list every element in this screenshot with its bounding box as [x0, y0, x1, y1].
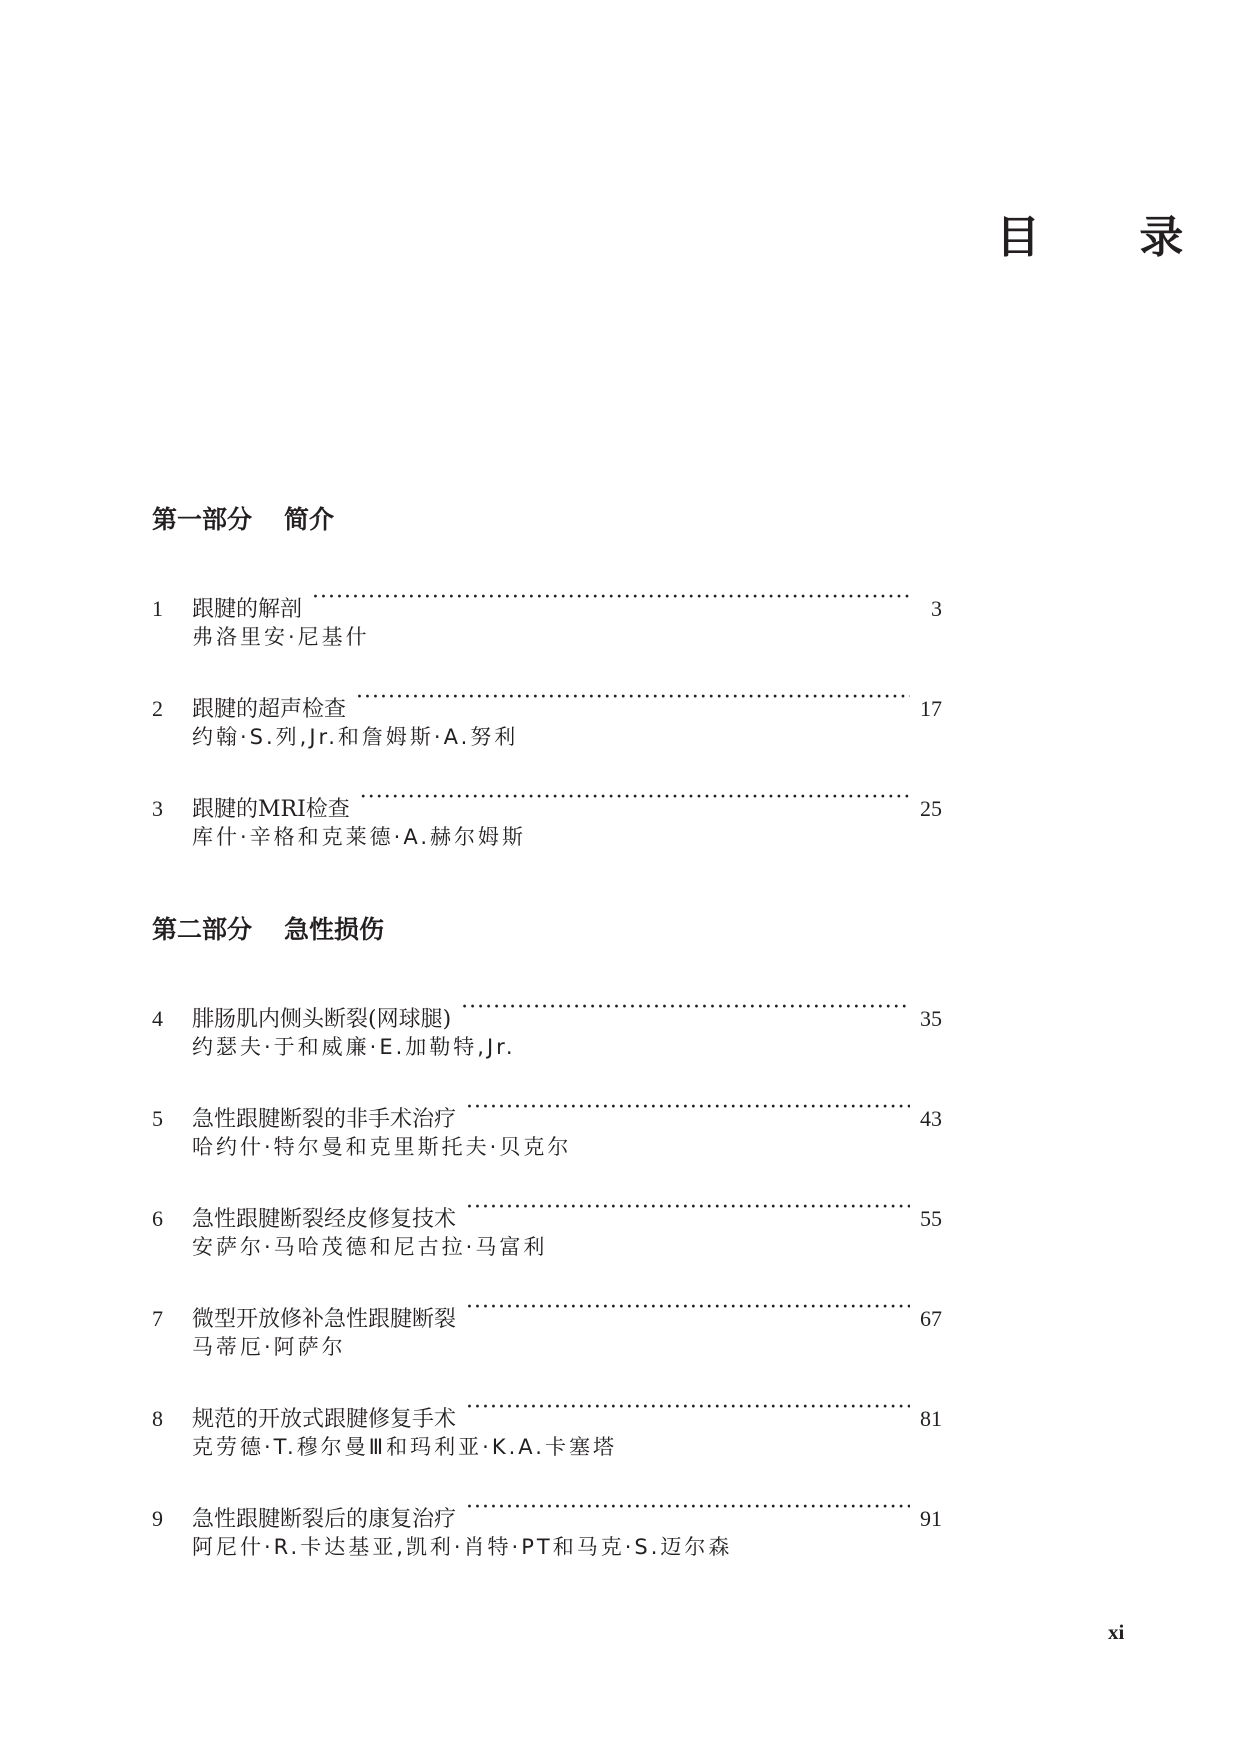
toc-entry-4[interactable] [152, 990, 942, 1062]
page-number: 3 [931, 596, 942, 621]
part-name: 简介 [284, 505, 335, 534]
chapter-title: 规范的开放式跟腱修复手术 [192, 1407, 457, 1432]
page-number: 67 [920, 1306, 942, 1331]
entry-line [152, 780, 942, 822]
chapter-number: 1 [152, 596, 163, 621]
chapter-authors: 约翰·S.列,Jr.和詹姆斯·A.努利 [192, 725, 519, 749]
part-heading-2 [152, 914, 384, 946]
part-name: 急性损伤 [284, 915, 385, 944]
entry-line [152, 680, 942, 722]
dot-leader [466, 1390, 910, 1426]
page-title: 目 录 [996, 212, 1226, 263]
entry-line [152, 1090, 942, 1132]
page-number: 55 [920, 1206, 942, 1231]
dot-leader [461, 990, 910, 1026]
entry-line [152, 1490, 942, 1532]
chapter-title: 急性跟腱断裂的非手术治疗 [192, 1107, 457, 1132]
chapter-title: 跟腱的超声检查 [192, 697, 347, 722]
chapter-title: 跟腱的解剖 [192, 597, 303, 622]
chapter-number: 3 [152, 796, 163, 821]
chapter-authors: 库什·辛格和克莱德·A.赫尔姆斯 [192, 825, 527, 849]
entry-line [152, 990, 942, 1032]
toc-entry-5[interactable] [152, 1090, 942, 1162]
toc-entry-6[interactable] [152, 1190, 942, 1262]
toc-entry-7[interactable] [152, 1290, 942, 1362]
entry-line [152, 1190, 942, 1232]
chapter-authors: 哈约什·特尔曼和克里斯托夫·贝克尔 [192, 1135, 572, 1159]
page-number: 43 [920, 1106, 942, 1131]
toc-entry-3[interactable] [152, 780, 942, 852]
chapter-authors: 安萨尔·马哈茂德和尼古拉·马富利 [192, 1235, 548, 1259]
chapter-number: 7 [152, 1306, 163, 1331]
chapter-number: 2 [152, 696, 163, 721]
page-number: 91 [920, 1506, 942, 1531]
dot-leader [466, 1090, 910, 1126]
part-label: 第二部分 [152, 915, 253, 944]
chapter-number: 9 [152, 1506, 163, 1531]
dot-leader [466, 1190, 910, 1226]
page-number: 35 [920, 1006, 942, 1031]
chapter-number: 4 [152, 1006, 163, 1031]
chapter-title: 急性跟腱断裂经皮修复技术 [192, 1207, 457, 1232]
page-number: 25 [920, 796, 942, 821]
dot-leader [356, 680, 910, 716]
chapter-title: 跟腱的MRI检查 [192, 797, 350, 822]
entry-line [152, 1390, 942, 1432]
entry-line [152, 1290, 942, 1332]
toc-entry-1[interactable] [152, 580, 942, 652]
dot-leader [360, 780, 910, 816]
toc-entry-8[interactable] [152, 1390, 942, 1462]
chapter-authors: 阿尼什·R.卡达基亚,凯利·肖特·PT和马克·S.迈尔森 [192, 1535, 733, 1559]
chapter-authors: 克劳德·T.穆尔曼Ⅲ和玛利亚·K.A.卡塞塔 [192, 1435, 617, 1459]
part-heading-1 [152, 504, 334, 536]
entry-line [152, 580, 942, 622]
page-number: 81 [920, 1406, 942, 1431]
part-label: 第一部分 [152, 505, 253, 534]
chapter-title: 腓肠肌内侧头断裂(网球腿) [192, 1007, 452, 1032]
dot-leader [466, 1490, 910, 1526]
toc-entry-9[interactable] [152, 1490, 942, 1562]
dot-leader [466, 1290, 910, 1326]
chapter-number: 6 [152, 1206, 163, 1231]
chapter-authors: 弗洛里安·尼基什 [192, 625, 370, 649]
dot-leader [312, 580, 910, 616]
chapter-title: 急性跟腱断裂后的康复治疗 [192, 1507, 457, 1532]
page-number: 17 [920, 696, 942, 721]
chapter-authors: 约瑟夫·于和威廉·E.加勒特,Jr. [192, 1035, 516, 1059]
chapter-title: 微型开放修补急性跟腱断裂 [192, 1307, 457, 1332]
chapter-authors: 马蒂厄·阿萨尔 [192, 1335, 346, 1359]
chapter-number: 8 [152, 1406, 163, 1431]
toc-entry-2[interactable] [152, 680, 942, 752]
folio-page-number: xi [1108, 1620, 1125, 1644]
chapter-number: 5 [152, 1106, 163, 1131]
